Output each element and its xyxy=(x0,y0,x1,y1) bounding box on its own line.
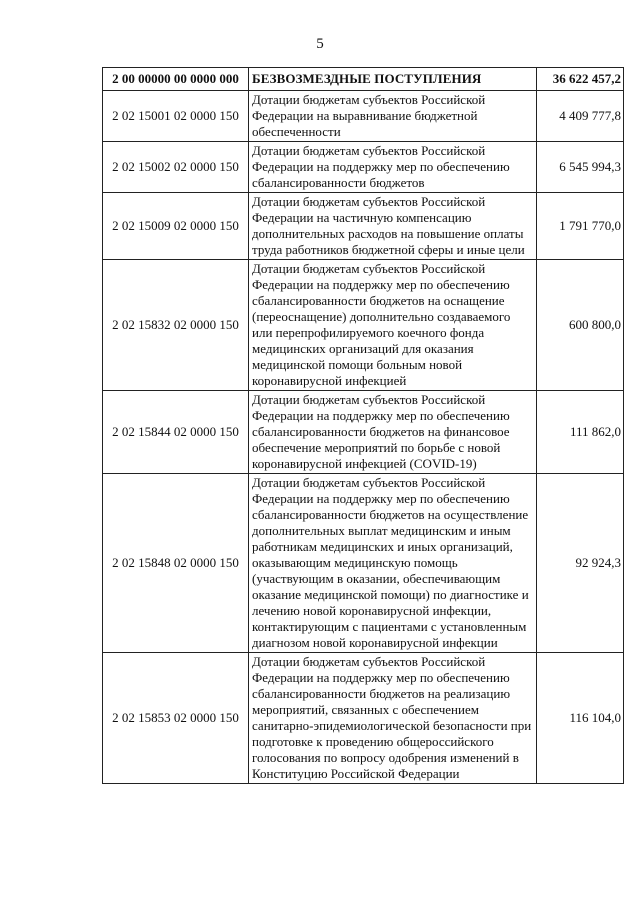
table-row xyxy=(103,391,624,474)
header-amount: 36 622 457,2 xyxy=(537,68,624,91)
budget-amount: 600 800,0 xyxy=(537,260,624,391)
budget-revenue-table xyxy=(102,67,624,784)
budget-description: Дотации бюджетам субъектов Российской Федерации на поддержку мер по обеспечению сбалансированности бюджетов на реализацию мероприятий, связанных с обеспечением санитарно-эпидемиологической безопасности при подготовке к проведению общероссийского голосования по вопросу одобрения изменений в Конституцию Российской Федерации xyxy=(249,653,537,784)
budget-description: Дотации бюджетам субъектов Российской Федерации на поддержку мер по обеспечению сбалансированности бюджетов xyxy=(249,142,537,193)
table-row xyxy=(103,474,624,653)
header-code: 2 00 00000 00 0000 000 xyxy=(103,68,249,91)
table-row xyxy=(103,193,624,260)
budget-code: 2 02 15853 02 0000 150 xyxy=(103,653,249,784)
budget-amount: 111 862,0 xyxy=(537,391,624,474)
budget-amount: 4 409 777,8 xyxy=(537,91,624,142)
page-number: 5 xyxy=(316,36,324,52)
budget-description: Дотации бюджетам субъектов Российской Федерации на поддержку мер по обеспечению сбалансированности бюджетов на осуществление дополнительных выплат медицинским и иным работникам медицинских и иных организаций, оказывающим медицинскую помощь (участвующим в оказании, обеспечивающим оказание медицинской помощи) по диагностике и лечению новой коронавирусной инфекции, контактирующим с пациентами с установленным диагнозом новой коронавирусной инфекции xyxy=(249,474,537,653)
budget-code: 2 02 15009 02 0000 150 xyxy=(103,193,249,260)
budget-code: 2 02 15844 02 0000 150 xyxy=(103,391,249,474)
table-row xyxy=(103,142,624,193)
table-header-row xyxy=(103,68,624,91)
table-row xyxy=(103,91,624,142)
table-row xyxy=(103,653,624,784)
budget-amount: 92 924,3 xyxy=(537,474,624,653)
budget-description: Дотации бюджетам субъектов Российской Федерации на поддержку мер по обеспечению сбалансированности бюджетов на оснащение (переоснащение) дополнительно создаваемого или перепрофилируемого коечного фонда медицинских организаций для оказания медицинской помощи больным новой коронавирусной инфекцией xyxy=(249,260,537,391)
header-name: БЕЗВОЗМЕЗДНЫЕ ПОСТУПЛЕНИЯ xyxy=(249,68,537,91)
budget-amount: 1 791 770,0 xyxy=(537,193,624,260)
budget-code: 2 02 15848 02 0000 150 xyxy=(103,474,249,653)
budget-amount: 6 545 994,3 xyxy=(537,142,624,193)
budget-code: 2 02 15002 02 0000 150 xyxy=(103,142,249,193)
budget-description: Дотации бюджетам субъектов Российской Федерации на поддержку мер по обеспечению сбалансированности бюджетов на финансовое обеспечение мероприятий по борьбе с новой коронавирусной инфекцией (COVID-19) xyxy=(249,391,537,474)
budget-description: Дотации бюджетам субъектов Российской Федерации на частичную компенсацию дополнительных расходов на повышение оплаты труда работников бюджетной сферы и иные цели xyxy=(249,193,537,260)
budget-code: 2 02 15832 02 0000 150 xyxy=(103,260,249,391)
table-row xyxy=(103,260,624,391)
budget-description: Дотации бюджетам субъектов Российской Федерации на выравнивание бюджетной обеспеченности xyxy=(249,91,537,142)
budget-amount: 116 104,0 xyxy=(537,653,624,784)
budget-code: 2 02 15001 02 0000 150 xyxy=(103,91,249,142)
